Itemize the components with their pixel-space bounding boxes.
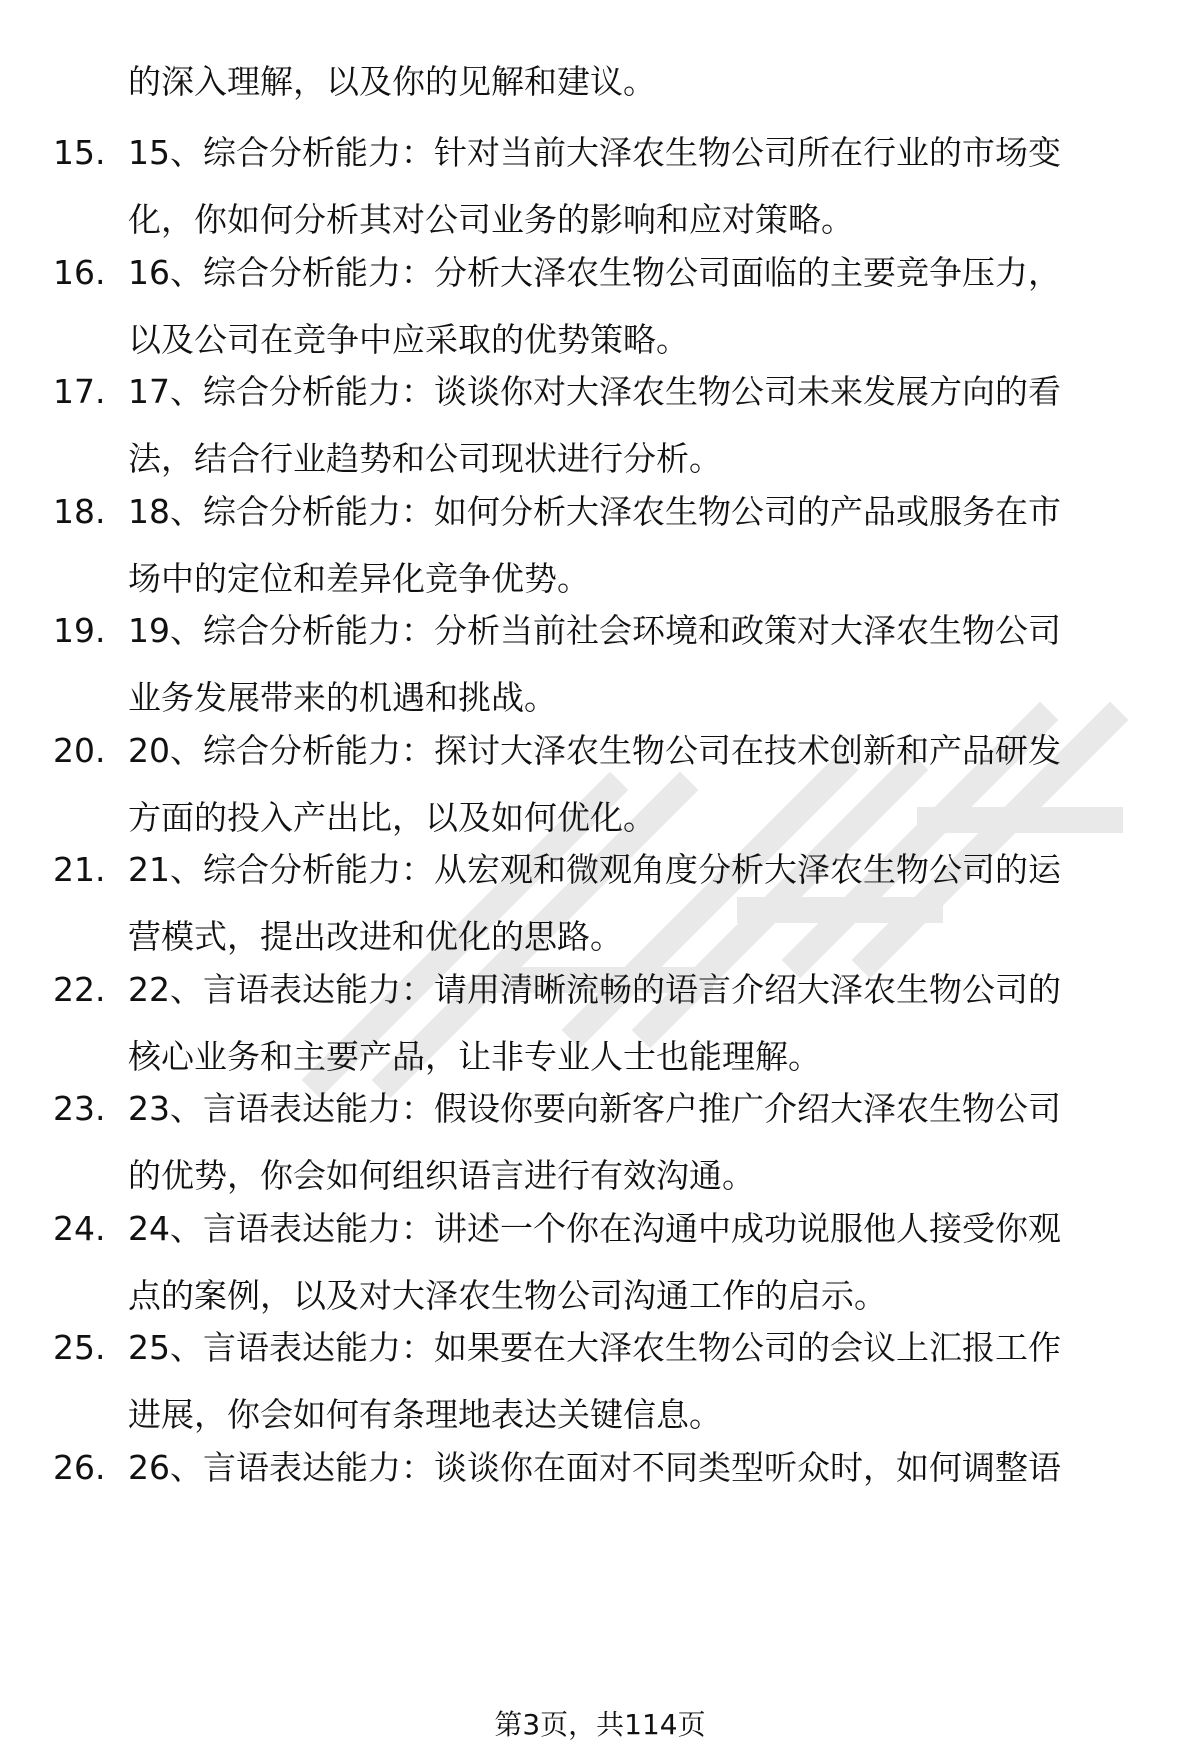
- list-item-text: [128, 850, 1148, 957]
- list-item-text: [128, 253, 1148, 360]
- list-item-line: 17、综合分析能力：谈谈你对大泽农生物公司未来发展方向的看: [128, 372, 1061, 411]
- list-item-number: 15.: [53, 133, 106, 172]
- list-item-line: 24、言语表达能力：讲述一个你在沟通中成功说服他人接受你观: [128, 1208, 1061, 1248]
- list-item-number: 19.: [53, 611, 106, 650]
- list-item-line: 22、言语表达能力：请用清晰流畅的语言介绍大泽农生物公司的: [128, 969, 1061, 1009]
- list-item-line: 的优势，你会如何组织语言进行有效沟通。: [128, 1156, 755, 1195]
- list-item-line: 25、言语表达能力：如果要在大泽农生物公司的会议上汇报工作: [128, 1328, 1061, 1367]
- list-item-number: 24.: [53, 1208, 106, 1248]
- list-item-text: [128, 970, 1148, 1077]
- list-item-line: 法，结合行业趋势和公司现状进行分析。: [128, 439, 722, 478]
- list-item-line: 20、综合分析能力：探讨大泽农生物公司在技术创新和产品研发: [128, 730, 1061, 770]
- continuation-text: 的深入理解，以及你的见解和建议。: [128, 62, 656, 101]
- list-item-line: 19、综合分析能力：分析当前社会环境和政策对大泽农生物公司: [128, 611, 1061, 650]
- list-item-number: 25.: [53, 1328, 106, 1367]
- list-item-number: 20.: [53, 730, 106, 770]
- list-item-number: 18.: [53, 491, 106, 531]
- list-item-line: 16、综合分析能力：分析大泽农生物公司面临的主要竞争压力，: [128, 252, 1061, 292]
- list-item-number: 21.: [53, 850, 106, 889]
- list-item-line: 15、综合分析能力：针对当前大泽农生物公司所在行业的市场变: [128, 133, 1061, 172]
- list-item-number: 23.: [53, 1089, 106, 1128]
- list-item-text: [128, 611, 1148, 718]
- page-footer: 第3页，共114页: [494, 1708, 706, 1741]
- list-item-text: [128, 372, 1148, 479]
- list-item-number: 16.: [53, 252, 106, 292]
- list-item-text: [128, 1448, 1148, 1488]
- list-item-line: 进展，你会如何有条理地表达关键信息。: [128, 1395, 722, 1434]
- list-item-line: 点的案例，以及对大泽农生物公司沟通工作的启示。: [128, 1275, 887, 1315]
- list-item-line: 业务发展带来的机遇和挑战。: [128, 678, 557, 717]
- list-item-line: 场中的定位和差异化竞争优势。: [128, 558, 590, 598]
- list-item-text: [128, 731, 1148, 838]
- list-item-number: 22.: [53, 969, 106, 1009]
- list-item-line: 以及公司在竞争中应采取的优势策略。: [128, 319, 689, 359]
- list-item-text: [128, 492, 1148, 599]
- list-item-number: 17.: [53, 372, 106, 411]
- list-item-text: [128, 1209, 1148, 1316]
- list-item-text: [128, 1089, 1148, 1196]
- list-item-line: 化，你如何分析其对公司业务的影响和应对策略。: [128, 200, 854, 239]
- list-item-text: [128, 133, 1148, 240]
- list-item-line: 21、综合分析能力：从宏观和微观角度分析大泽农生物公司的运: [128, 850, 1061, 889]
- list-item-line: 核心业务和主要产品，让非专业人士也能理解。: [128, 1036, 821, 1076]
- list-item-line: 方面的投入产出比，以及如何优化。: [128, 797, 656, 837]
- list-item-text: [128, 1328, 1148, 1435]
- list-item-number: 26.: [53, 1447, 106, 1487]
- list-item-line: 23、言语表达能力：假设你要向新客户推广介绍大泽农生物公司: [128, 1089, 1061, 1128]
- list-item-line: 营模式，提出改进和优化的思路。: [128, 917, 623, 956]
- list-item-line: 18、综合分析能力：如何分析大泽农生物公司的产品或服务在市: [128, 491, 1061, 531]
- list-item-line: 26、言语表达能力：谈谈你在面对不同类型听众时，如何调整语: [128, 1447, 1061, 1487]
